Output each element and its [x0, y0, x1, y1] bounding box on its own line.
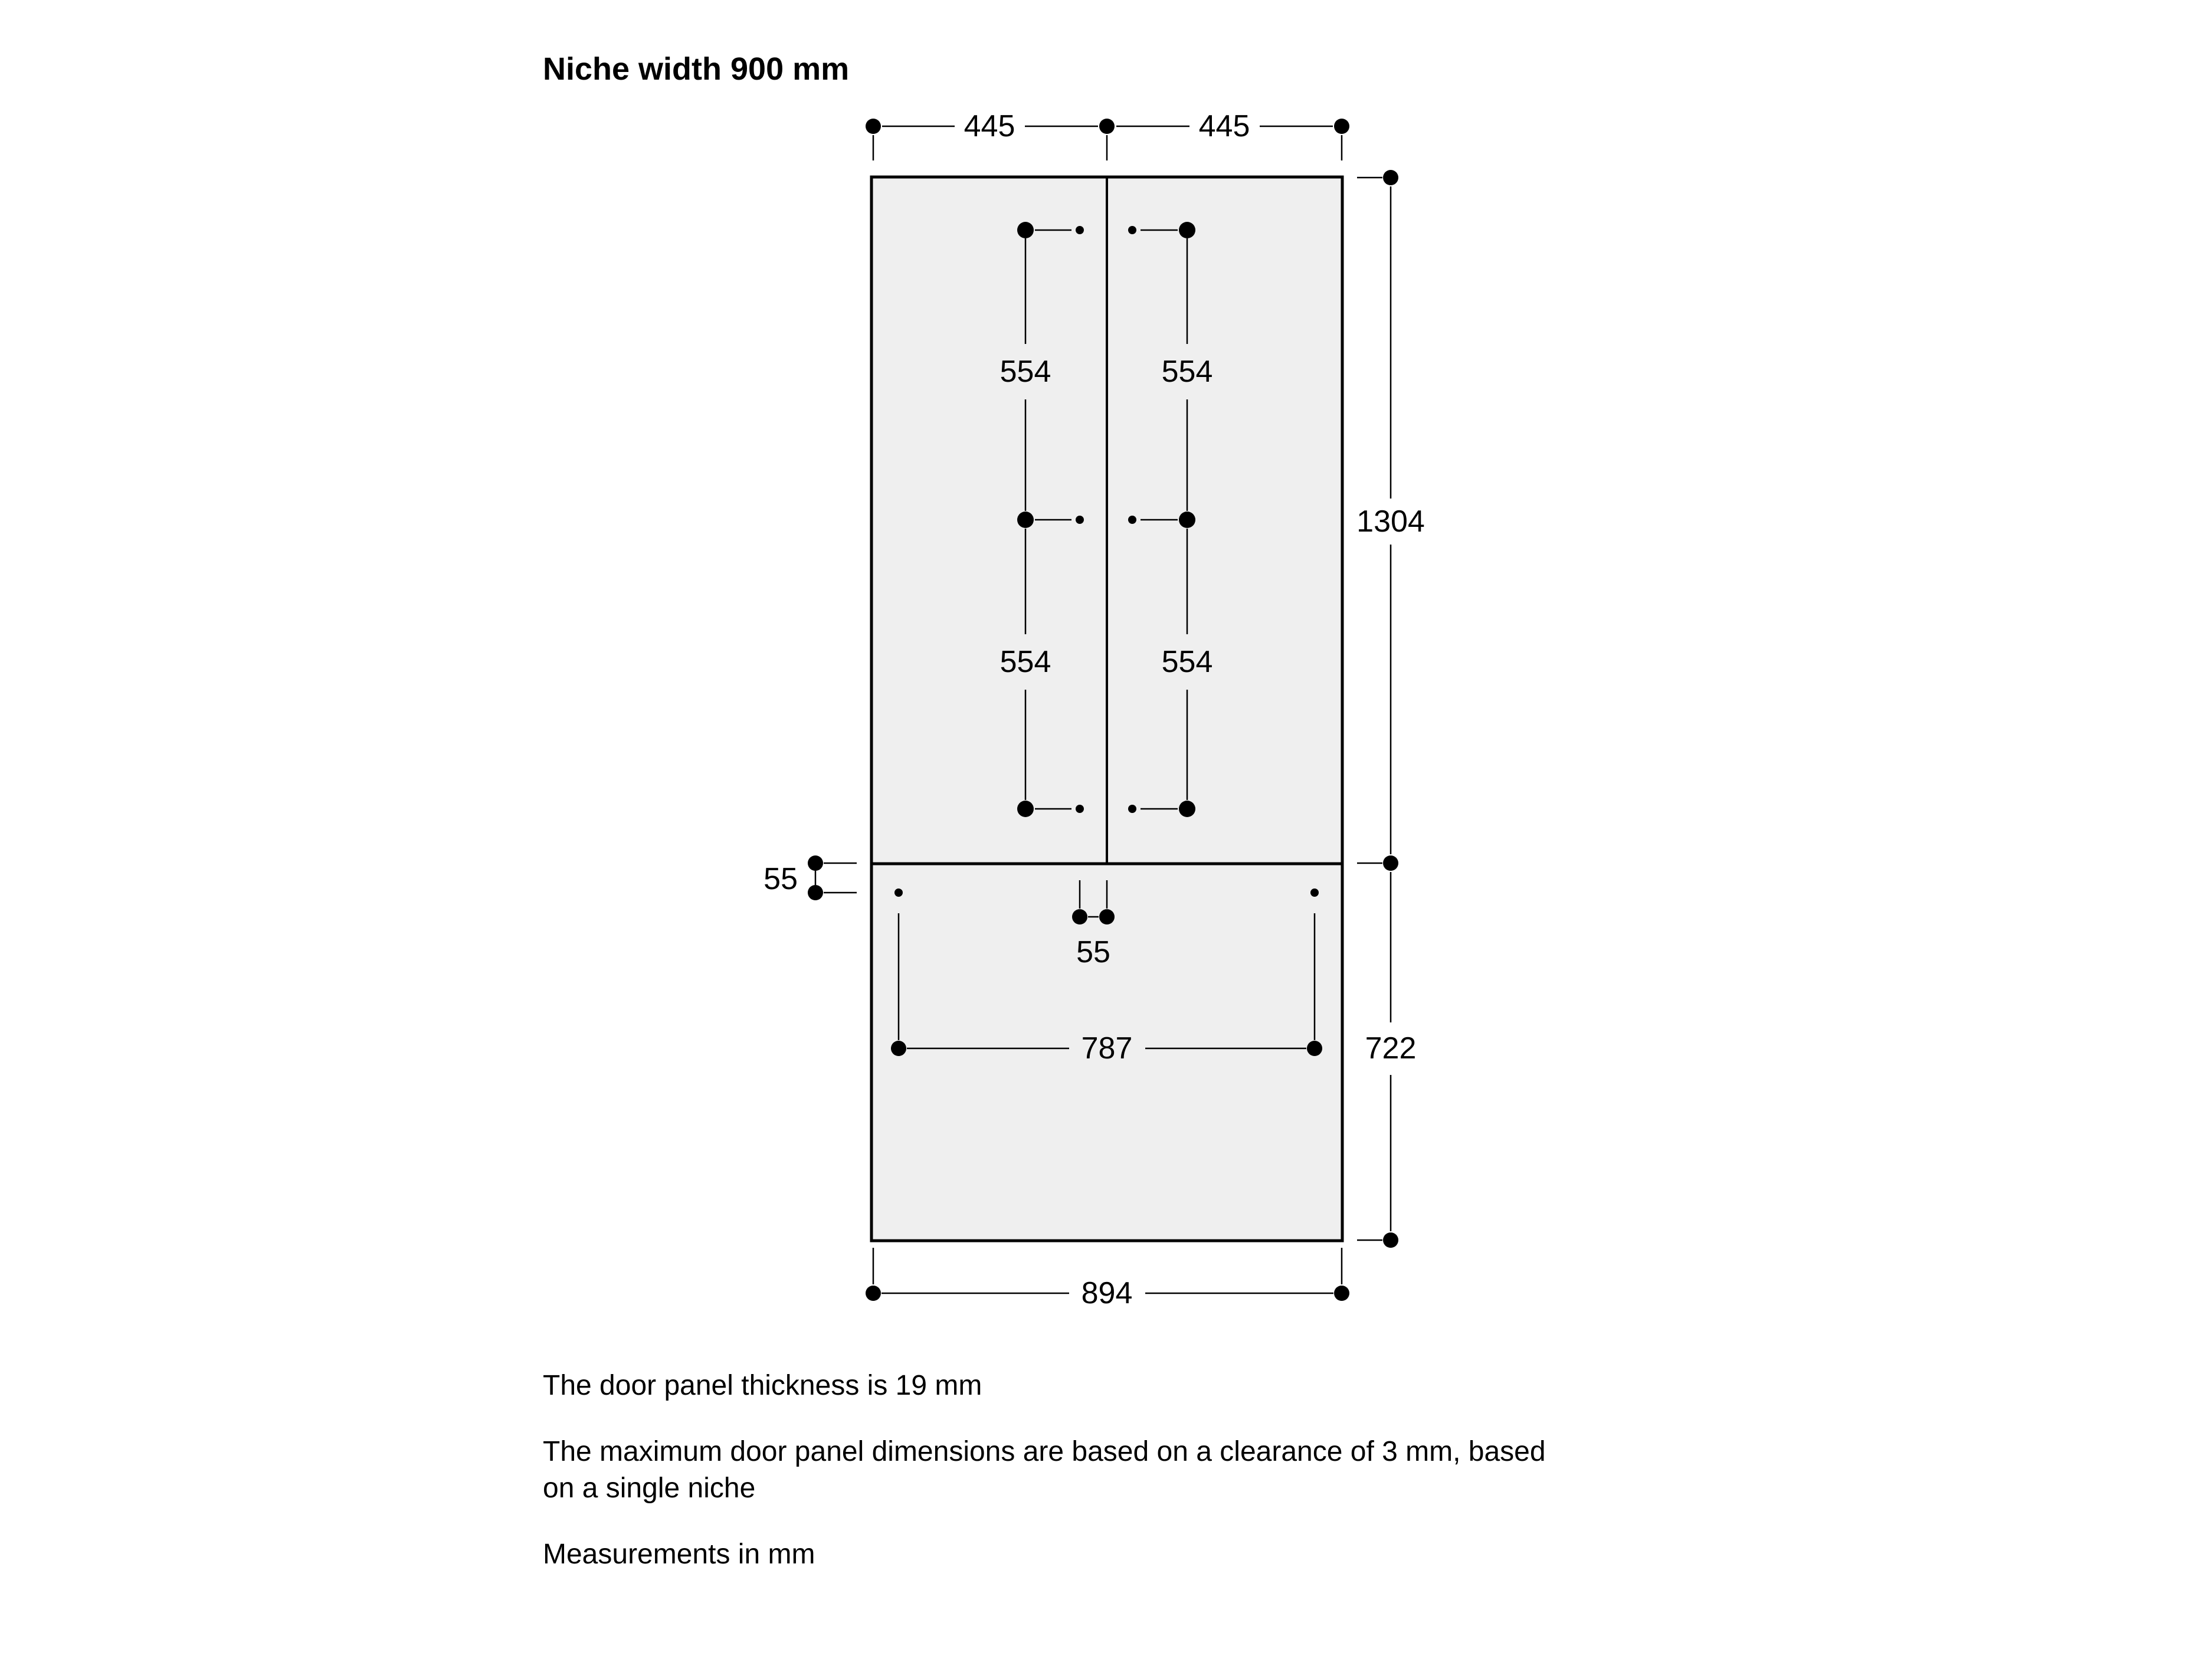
dim-top-width: [866, 109, 1349, 160]
panel-outlines: [871, 177, 1342, 1241]
pilot-hole: [1128, 226, 1136, 234]
dim-label-lower-hole-spacing: 787: [1081, 1031, 1133, 1065]
dim-label-top-edge-offset: 55: [763, 862, 798, 896]
note-door-panel-thickness: [543, 1368, 982, 1404]
pilot-hole: [1128, 805, 1136, 813]
dim-label-lower-height: 722: [1365, 1031, 1417, 1065]
dim-label-hinge-spacing: 554: [1161, 355, 1213, 389]
note-line: Measurements in mm: [543, 1539, 815, 1570]
pilot-hole: [894, 888, 903, 897]
note-measurements-unit: [543, 1536, 815, 1573]
dim-top-edge-offset: [763, 855, 857, 900]
dim-endpoint-dot: [1383, 170, 1398, 185]
note-max-door-panel-dimensions: [543, 1434, 1546, 1507]
dim-label-hinge-spacing: 554: [1000, 355, 1051, 389]
hinge-hole: [1179, 222, 1195, 238]
note-line: The door panel thickness is 19 mm: [543, 1370, 982, 1401]
dim-label-center-hole-gap: 55: [1076, 935, 1110, 969]
dim-endpoint-dot: [1383, 855, 1398, 871]
pilot-hole: [1076, 805, 1084, 813]
dim-right-heights: [1356, 170, 1425, 1248]
dim-endpoint-dot: [1072, 909, 1087, 924]
dim-endpoint-dot: [1383, 1232, 1398, 1248]
hinge-hole: [1017, 222, 1034, 238]
dim-label-door-width-right: 445: [1198, 109, 1250, 143]
pilot-hole: [1310, 888, 1319, 897]
dim-endpoint-dot: [1334, 119, 1349, 134]
pilot-hole: [1076, 226, 1084, 234]
page-title: Niche width 900 mm: [543, 51, 850, 87]
hinge-hole: [1017, 512, 1034, 528]
dim-endpoint-dot: [866, 1286, 881, 1301]
note-line: on a single niche: [543, 1473, 756, 1504]
dim-endpoint-dot: [866, 119, 881, 134]
dim-bottom-width: [866, 1248, 1349, 1310]
dim-endpoint-dot: [1099, 119, 1115, 134]
hinge-hole: [1179, 512, 1195, 528]
dim-endpoint-dot: [808, 885, 823, 900]
pilot-hole: [1128, 516, 1136, 524]
dim-label-door-width-left: 445: [964, 109, 1015, 143]
hinge-hole: [1017, 801, 1034, 817]
hinge-hole: [1179, 801, 1195, 817]
dim-label-upper-height: 1304: [1356, 504, 1425, 539]
dim-endpoint-dot: [808, 855, 823, 871]
dim-endpoint-dot: [1334, 1286, 1349, 1301]
dim-endpoint-dot: [1099, 909, 1115, 924]
pilot-hole: [1076, 516, 1084, 524]
note-line: The maximum door panel dimensions are based on a clearance of 3 mm, based: [543, 1436, 1546, 1467]
dim-label-panel-width: 894: [1081, 1276, 1133, 1310]
dim-endpoint-dot: [1307, 1041, 1322, 1056]
dim-endpoint-dot: [891, 1041, 906, 1056]
dim-label-hinge-spacing: 554: [1161, 645, 1213, 679]
dim-label-hinge-spacing: 554: [1000, 645, 1051, 679]
